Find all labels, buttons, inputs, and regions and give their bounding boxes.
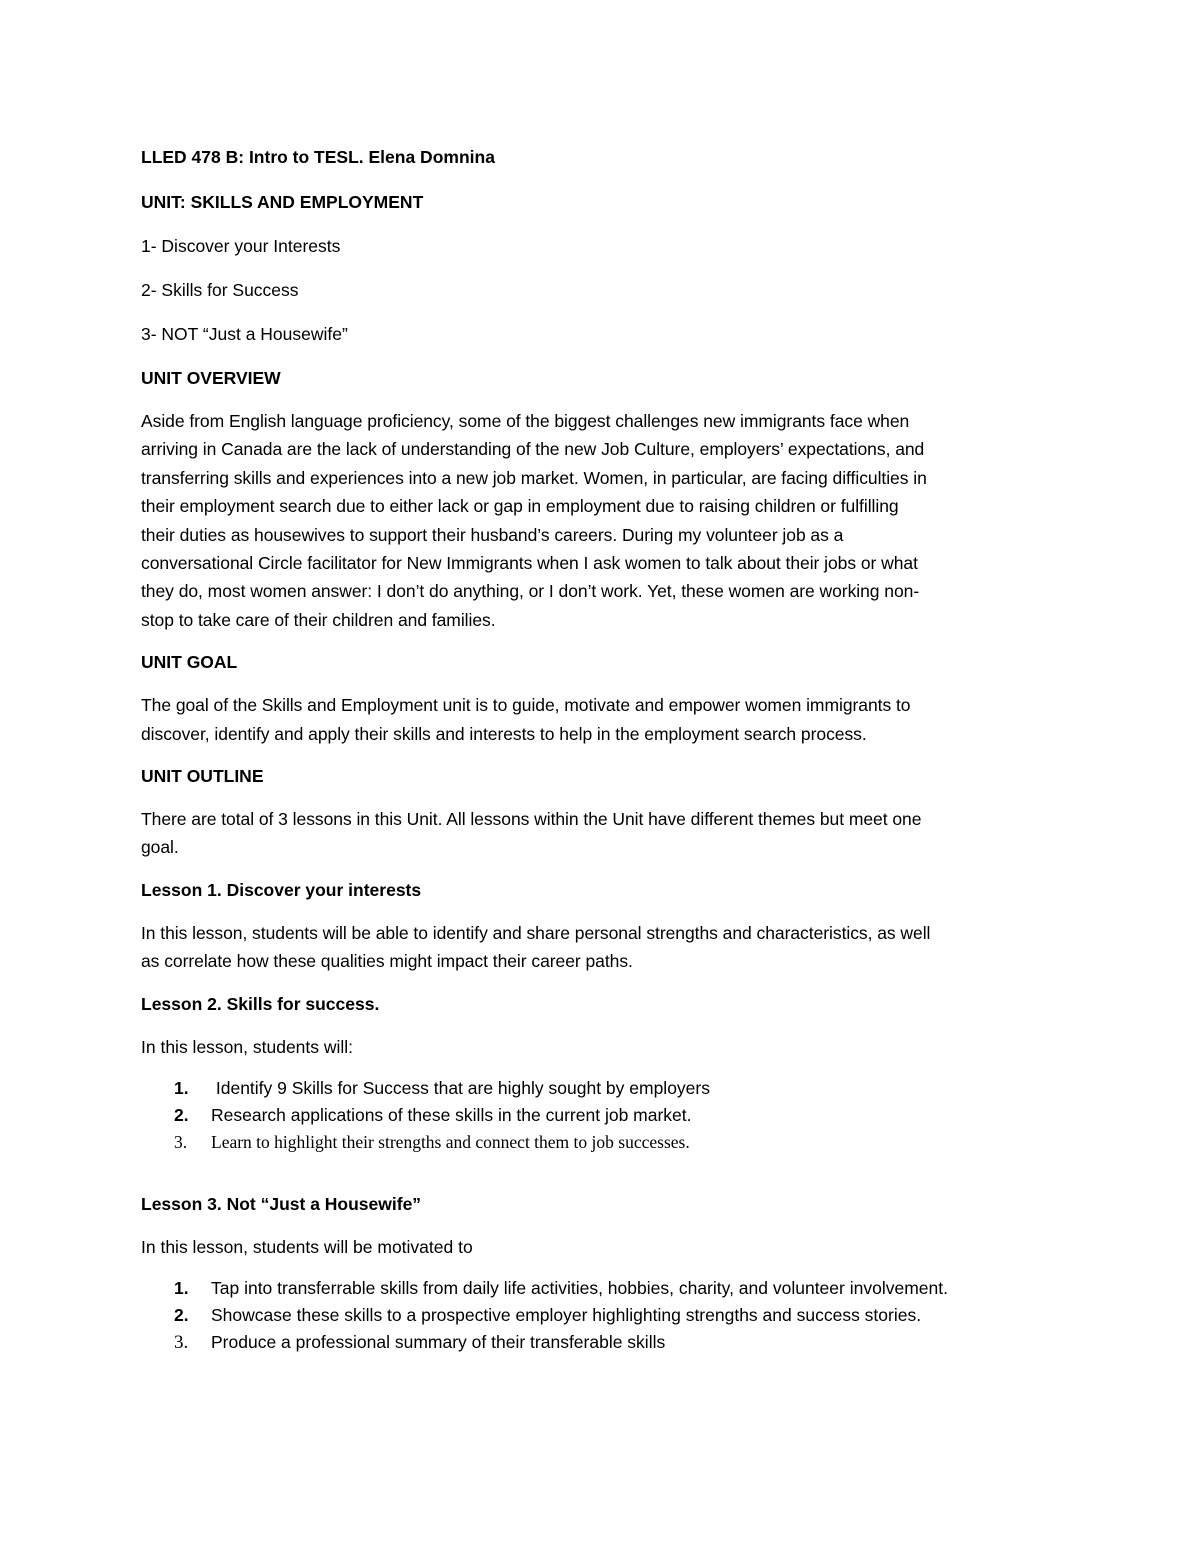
list-number: 2. <box>174 1304 189 1325</box>
list-number: 3. <box>174 1131 188 1152</box>
paragraph-line: their employment search due to either lack or gap in employment due to raising children or fulfilling <box>141 496 899 517</box>
paragraph-line: goal. <box>141 837 179 858</box>
spacer <box>141 1156 1051 1190</box>
paragraph-line: their duties as housewives to support their husband’s careers. During my volunteer job as a <box>141 524 844 545</box>
list-text: Tap into transferrable skills from daily life activities, hobbies, charity, and volunteer involvement. <box>211 1277 948 1298</box>
document-title: LLED 478 B: Intro to TESL. Elena Domnina <box>141 147 495 167</box>
lesson2-intro: In this lesson, students will: <box>141 1036 354 1057</box>
paragraph-line: they do, most women answer: I don’t do anything, or I don’t work. Yet, these women are working non- <box>141 581 920 602</box>
lesson3-intro: In this lesson, students will be motivated to <box>141 1236 473 1257</box>
document-body <box>141 143 1051 1356</box>
list-number: 3. <box>174 1331 189 1353</box>
paragraph-line: The goal of the Skills and Employment unit is to guide, motivate and empower women immigrants to <box>141 695 911 716</box>
overview-heading: UNIT OVERVIEW <box>141 368 281 388</box>
paragraph-line: as correlate how these qualities might impact their career paths. <box>141 951 633 972</box>
list-item <box>141 1075 1051 1102</box>
topic-item: 2- Skills for Success <box>141 280 299 300</box>
paragraph-line: stop to take care of their children and families. <box>141 609 496 630</box>
paragraph-line: arriving in Canada are the lack of understanding of the new Job Culture, employers’ expectations, and <box>141 439 925 460</box>
lesson2-heading: Lesson 2. Skills for success. <box>141 993 380 1014</box>
paragraph-line: transferring skills and experiences into a new job market. Women, in particular, are facing difficulties in <box>141 467 927 488</box>
list-text: Learn to highlight their strengths and connect them to job successes. <box>211 1131 690 1152</box>
outline-paragraph <box>141 805 1051 862</box>
lesson1-paragraph <box>141 919 1051 976</box>
paragraph-line: conversational Circle facilitator for New Immigrants when I ask women to talk about their jobs or what <box>141 553 918 574</box>
list-item <box>141 1302 1051 1329</box>
paragraph-line: There are total of 3 lessons in this Unit. All lessons within the Unit have different themes but meet one <box>141 809 922 830</box>
lesson3-list <box>141 1275 1051 1356</box>
overview-paragraph <box>141 407 1051 634</box>
lesson3-heading: Lesson 3. Not “Just a Housewife” <box>141 1193 422 1214</box>
topic-item: 1- Discover your Interests <box>141 236 341 256</box>
list-item <box>141 1129 1051 1156</box>
list-item <box>141 1329 1051 1356</box>
unit-label: UNIT: SKILLS AND EMPLOYMENT <box>141 192 424 212</box>
list-item <box>141 1275 1051 1302</box>
paragraph-line: discover, identify and apply their skills and interests to help in the employment search process. <box>141 723 867 744</box>
list-text: Identify 9 Skills for Success that are highly sought by employers <box>211 1077 710 1098</box>
goal-heading: UNIT GOAL <box>141 652 238 673</box>
paragraph-line: In this lesson, students will be able to identify and share personal strengths and characteristics, as well <box>141 922 931 943</box>
lesson1-heading: Lesson 1. Discover your interests <box>141 879 422 900</box>
topic-item: 3- NOT “Just a Housewife” <box>141 324 348 344</box>
paragraph-line: Aside from English language proficiency, some of the biggest challenges new immigrants face when <box>141 411 910 431</box>
lesson2-list <box>141 1075 1051 1156</box>
list-number: 1. <box>174 1277 189 1298</box>
outline-heading: UNIT OUTLINE <box>141 766 264 787</box>
list-item <box>141 1102 1051 1129</box>
list-text: Research applications of these skills in the current job market. <box>211 1104 692 1125</box>
list-number: 1. <box>174 1077 189 1098</box>
list-number: 2. <box>174 1104 189 1125</box>
list-text: Showcase these skills to a prospective employer highlighting strengths and success stories. <box>211 1304 922 1325</box>
goal-paragraph <box>141 691 1051 748</box>
list-text: Produce a professional summary of their transferable skills <box>211 1331 666 1352</box>
